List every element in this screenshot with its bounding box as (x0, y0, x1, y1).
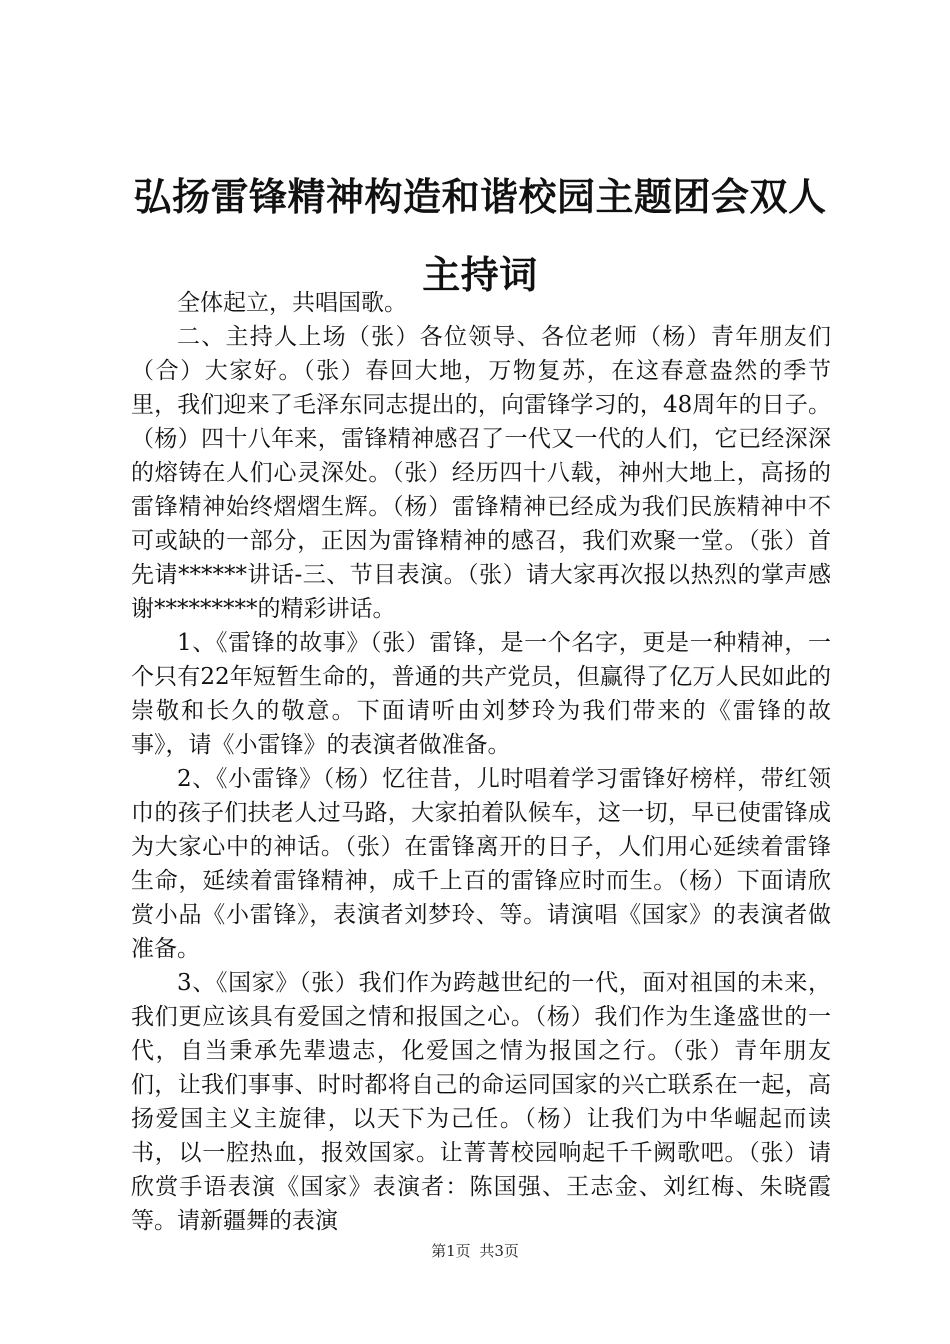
paragraph: 1、《雷锋的故事》（张）雷锋，是一个名字，更是一种精神，一个只有22年短暂生命的，普通的共产党员，但赢得了亿万人民如此的崇敬和长久的敬意。下面请听由刘梦玲为我们带来的《雷锋的故事》，请《小雷锋》的表演者做准备。 (131, 630, 831, 758)
page-total: 共3页 (479, 1242, 519, 1260)
document-body (131, 286, 831, 1238)
paragraph: 全体起立，共唱国歌。 (177, 290, 407, 316)
paragraph: 二、主持人上场（张）各位领导、各位老师（杨）青年朋友们（合）大家好。（张）春回大地，万物复苏，在这春意盎然的季节里，我们迎来了毛泽东同志提出的，向雷锋学习的，48周年的日子。（杨）四十八年来，雷锋精神感召了一代又一代的人们，它已经深深的熔铸在人们心灵深处。（张）经历四十八载，神州大地上，高扬的雷锋精神始终熠熠生辉。（杨）雷锋精神已经成为我们民族精神中不可或缺的一部分，正因为雷锋精神的感召，我们欢聚一堂。（张）首先请******讲话-三、节目表演。（张）请大家再次报以热烈的掌声感谢*********的精彩讲话。 (131, 324, 831, 622)
page-footer (0, 1240, 950, 1261)
page-number: 第1页 (431, 1242, 471, 1260)
document-title: 弘扬雷锋精神构造和谐校园主题团会双人主持词 (133, 175, 827, 297)
paragraph: 2、《小雷锋》（杨）忆往昔，儿时唱着学习雷锋好榜样，带红领巾的孩子们扶老人过马路，大家拍着队候车，这一切，早已使雷锋成为大家心中的神话。（张）在雷锋离开的日子，人们用心延续着雷锋生命，延续着雷锋精神，成千上百的雷锋应时而生。（杨）下面请欣赏小品《小雷锋》，表演者刘梦玲、等。请演唱《国家》的表演者做准备。 (131, 766, 831, 962)
paragraph: 3、《国家》（张）我们作为跨越世纪的一代，面对祖国的未来，我们更应该具有爱国之情和报国之心。（杨）我们作为生逢盛世的一代，自当秉承先辈遗志，化爱国之情为报国之行。（张）青年朋友们，让我们事事、时时都将自己的命运同国家的兴亡联系在一起，高扬爱国主义主旋律，以天下为己任。（杨）让我们为中华崛起而读书，以一腔热血，报效国家。让菁菁校园响起千千阙歌吧。（张）请欣赏手语表演《国家》表演者：陈国强、王志金、刘红梅、朱晓霞等。请新疆舞的表演 (131, 970, 831, 1234)
